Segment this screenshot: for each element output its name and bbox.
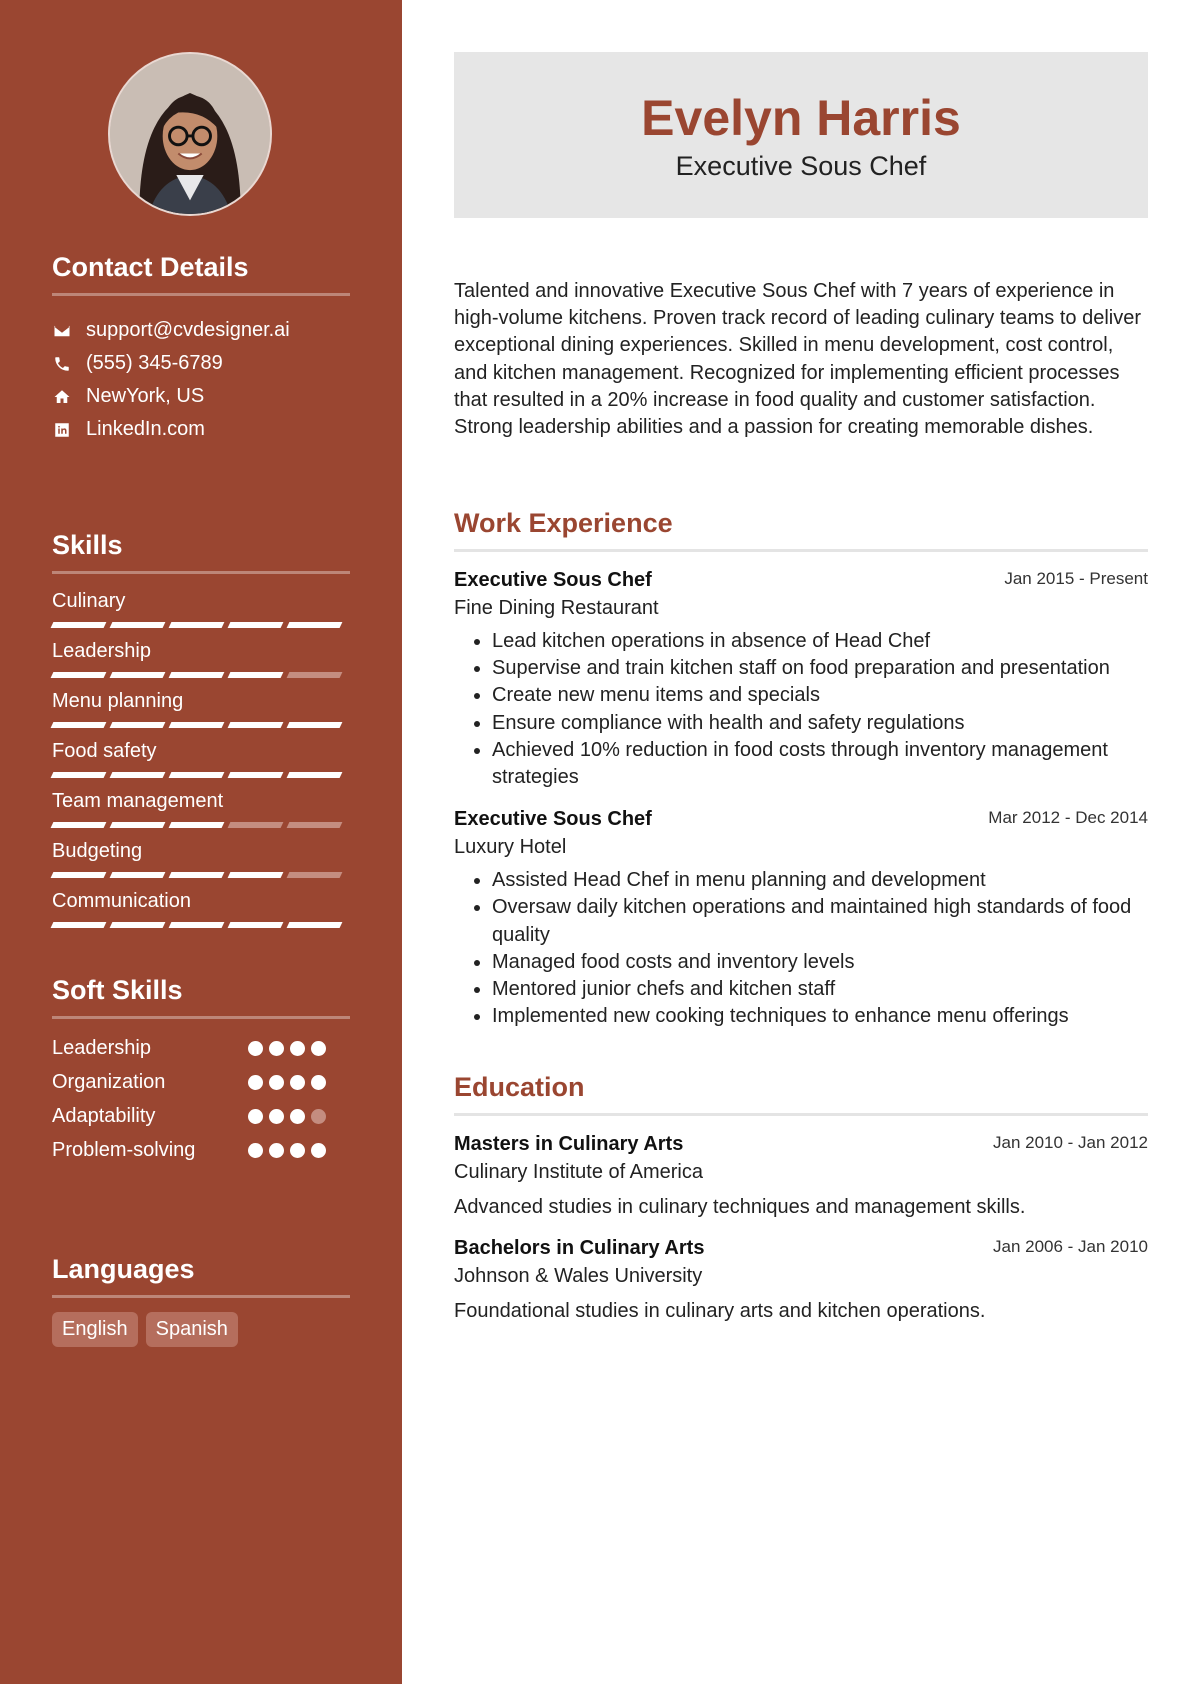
skill-level-segment [51, 872, 107, 878]
skill-name: Communication [52, 890, 191, 912]
rating-dot [269, 1143, 284, 1158]
contact-section [52, 252, 350, 446]
skill-level-segment [228, 822, 284, 828]
work-title: Executive Sous Chef [454, 808, 652, 831]
soft-skills-heading: Soft Skills [52, 975, 350, 1019]
soft-skill-rating [248, 1041, 326, 1056]
avatar [108, 52, 272, 216]
work-entry [454, 566, 1148, 791]
contact-phone-text: (555) 345-6789 [86, 352, 223, 374]
rating-dot [311, 1041, 326, 1056]
skill-name: Budgeting [52, 840, 143, 862]
contact-email[interactable] [52, 314, 350, 347]
skill-level-bar [52, 872, 350, 878]
profile-summary: Talented and innovative Executive Sous Chef with 7 years of experience in high-volume kitchens. Proven track record of leading culinary teams to deliver exceptional dining experiences. Skilled in menu development, cost control, and kitchen management. Recognized for implementing efficient processes that resulted in a 20% increase in food quality and customer satisfaction. Strong leadership abilities and a passion for creating memorable dishes. [454, 280, 1141, 439]
languages-section [52, 1254, 350, 1347]
rating-dot [290, 1109, 305, 1124]
languages-heading: Languages [52, 1254, 350, 1298]
soft-skill-name: Problem-solving [52, 1139, 196, 1161]
skill-name: Menu planning [52, 690, 184, 712]
candidate-name: Evelyn Harris [641, 89, 961, 146]
skill-level-bar [52, 822, 350, 828]
skill-name: Team management [52, 790, 224, 812]
skill-level-segment [287, 822, 343, 828]
skill-item [52, 888, 350, 938]
work-org: Fine Dining Restaurant [454, 597, 659, 619]
skill-level-segment [110, 672, 166, 678]
work-bullets [454, 867, 1148, 1030]
rating-dot [290, 1075, 305, 1090]
skill-level-segment [51, 822, 107, 828]
skill-level-segment [169, 922, 225, 928]
rating-dot [248, 1109, 263, 1124]
skills-section [52, 530, 350, 938]
linkedin-icon [52, 420, 72, 440]
rating-dot [248, 1143, 263, 1158]
work-bullet: • Assisted Head Chef in menu planning and development [492, 867, 1148, 894]
skill-level-segment [169, 622, 225, 628]
work-bullet: • Create new menu items and specials [492, 682, 1148, 709]
skill-level-bar [52, 622, 350, 628]
soft-skill-item [52, 1033, 350, 1067]
education-desc: Foundational studies in culinary arts and kitchen operations. [454, 1300, 986, 1322]
skill-level-segment [51, 672, 107, 678]
skill-level-segment [228, 722, 284, 728]
skill-level-segment [51, 722, 107, 728]
skill-level-segment [169, 722, 225, 728]
soft-skill-rating [248, 1109, 326, 1124]
work-bullet: • Achieved 10% reduction in food costs through inventory management strategies [492, 737, 1148, 791]
contact-location-text: NewYork, US [86, 385, 205, 407]
education-section [454, 1072, 1148, 1324]
skill-item [52, 738, 350, 788]
avatar-photo [110, 54, 270, 214]
work-bullet: • Managed food costs and inventory levels [492, 949, 1148, 976]
contact-location [52, 380, 350, 413]
skill-level-segment [51, 622, 107, 628]
skill-level-segment [110, 722, 166, 728]
work-bullet: • Lead kitchen operations in absence of Head Chef [492, 628, 1148, 655]
work-heading: Work Experience [454, 508, 1148, 552]
contact-linkedin-text: LinkedIn.com [86, 418, 205, 440]
work-date: Mar 2012 - Dec 2014 [988, 808, 1148, 828]
skill-level-segment [110, 872, 166, 878]
skills-heading: Skills [52, 530, 350, 574]
skill-level-segment [287, 772, 343, 778]
skill-level-segment [110, 622, 166, 628]
envelope-icon [52, 321, 72, 341]
soft-skill-name: Organization [52, 1071, 166, 1093]
contact-heading: Contact Details [52, 252, 350, 296]
contact-linkedin[interactable] [52, 413, 350, 446]
rating-dot [248, 1075, 263, 1090]
home-icon [52, 387, 72, 407]
soft-skill-rating [248, 1075, 326, 1090]
work-bullet: • Oversaw daily kitchen operations and maintained high standards of food quality [492, 894, 1148, 948]
soft-skill-rating [248, 1143, 326, 1158]
skill-level-segment [228, 872, 284, 878]
skill-item [52, 638, 350, 688]
work-section [454, 508, 1148, 1030]
work-title: Executive Sous Chef [454, 569, 652, 591]
candidate-title: Executive Sous Chef [675, 150, 927, 181]
skill-level-segment [169, 822, 225, 828]
work-entry [454, 805, 1148, 1030]
sidebar [0, 0, 402, 1684]
skill-level-bar [52, 772, 350, 778]
skill-name: Culinary [52, 590, 126, 612]
skill-level-segment [228, 672, 284, 678]
rating-dot [311, 1109, 326, 1124]
soft-skills-section [52, 975, 350, 1169]
contact-phone[interactable] [52, 347, 350, 380]
skill-level-bar [52, 672, 350, 678]
rating-dot [269, 1109, 284, 1124]
header-box [454, 52, 1148, 218]
work-bullet: • Ensure compliance with health and safety regulations [492, 710, 1148, 737]
education-org: Culinary Institute of America [454, 1161, 703, 1183]
education-heading: Education [454, 1072, 1148, 1116]
rating-dot [311, 1143, 326, 1158]
skill-level-segment [287, 872, 343, 878]
work-bullets [454, 628, 1148, 791]
skill-level-segment [110, 772, 166, 778]
phone-icon [52, 354, 72, 374]
rating-dot [290, 1041, 305, 1056]
skill-name: Food safety [52, 740, 157, 762]
skill-level-segment [51, 772, 107, 778]
skill-level-segment [110, 922, 166, 928]
education-date: Jan 2006 - Jan 2010 [992, 1237, 1148, 1256]
education-org: Johnson & Wales University [454, 1265, 703, 1287]
work-bullet: • Supervise and train kitchen staff on food preparation and presentation [492, 655, 1148, 682]
work-bullet: • Mentored junior chefs and kitchen staff [492, 976, 1148, 1003]
skill-level-segment [287, 922, 343, 928]
skill-level-segment [169, 772, 225, 778]
education-desc: Advanced studies in culinary techniques and management skills. [454, 1196, 1026, 1218]
skill-name: Leadership [52, 640, 151, 662]
soft-skill-name: Adaptability [52, 1105, 156, 1127]
work-org: Luxury Hotel [454, 836, 567, 859]
skill-item [52, 838, 350, 888]
soft-skill-item [52, 1067, 350, 1101]
skill-level-segment [287, 622, 343, 628]
education-title: Masters in Culinary Arts [454, 1133, 684, 1155]
skill-item [52, 588, 350, 638]
skill-item [52, 688, 350, 738]
skill-level-segment [169, 872, 225, 878]
skill-level-segment [228, 622, 284, 628]
language-tag: Spanish [146, 1312, 238, 1347]
rating-dot [269, 1041, 284, 1056]
soft-skill-item [52, 1101, 350, 1135]
education-entry [454, 1130, 1148, 1220]
education-title: Bachelors in Culinary Arts [454, 1237, 705, 1259]
rating-dot [311, 1075, 326, 1090]
skill-level-segment [110, 822, 166, 828]
soft-skill-name: Leadership [52, 1037, 151, 1059]
rating-dot [290, 1143, 305, 1158]
contact-email-text: support@cvdesigner.ai [86, 319, 290, 341]
education-date: Jan 2010 - Jan 2012 [992, 1133, 1148, 1152]
skills-list [52, 588, 350, 938]
soft-skills-list [52, 1033, 350, 1169]
work-date: Jan 2015 - Present [1004, 569, 1148, 588]
skill-level-segment [228, 922, 284, 928]
main-content [454, 0, 1148, 1684]
skill-level-segment [228, 772, 284, 778]
skill-level-segment [287, 672, 343, 678]
skill-level-bar [52, 922, 350, 928]
rating-dot [248, 1041, 263, 1056]
education-entry [454, 1234, 1148, 1324]
skill-level-bar [52, 722, 350, 728]
skill-level-segment [51, 922, 107, 928]
skill-level-segment [287, 722, 343, 728]
skill-level-segment [169, 672, 225, 678]
soft-skill-item [52, 1135, 350, 1169]
work-bullet: • Implemented new cooking techniques to enhance menu offerings [492, 1003, 1148, 1030]
skill-item [52, 788, 350, 838]
language-tag: English [52, 1312, 138, 1347]
rating-dot [269, 1075, 284, 1090]
